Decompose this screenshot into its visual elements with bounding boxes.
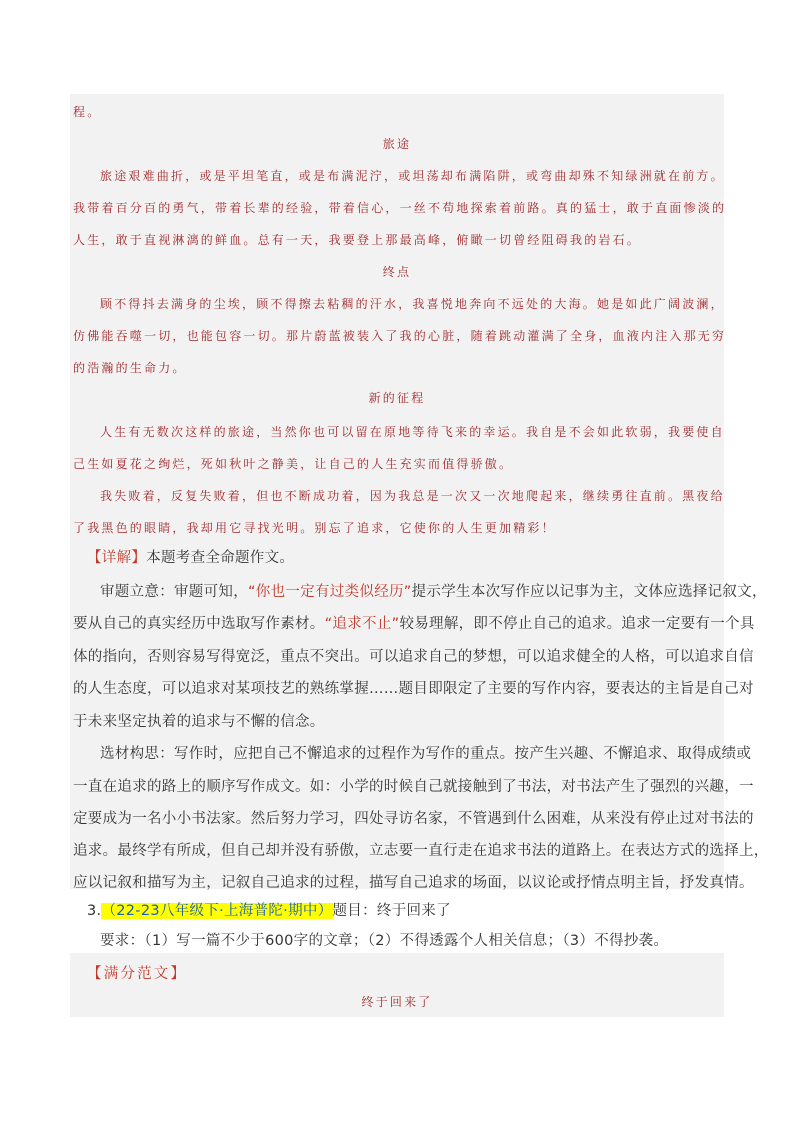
analysis-line: 体的指向，否则容易写得宽泛，重点不突出。可以追求自己的梦想，可以追求健全的人格，可以追求自信 [73,649,754,665]
analysis-line: 应以记叙和描写为主，记叙自己追求的过程，描写自己追求的场面，以议论或抒情点明主旨，抒发真情。 [73,875,754,891]
detail-label: 【详解】 [87,550,147,566]
analysis-line: 选材构思：写作时，应把自己不懈追求的过程作为写作的重点。按产生兴趣、不懈追求、取得成绩或 [100,746,752,762]
analysis-line: 于未来坚定执着的追求与不懈的信念。 [73,714,325,730]
essay-line: 的浩瀚的生命力。 [73,361,187,375]
essay-line: 我带着百分百的勇气，带着长辈的经验，带着信心，一丝不苟地探索着前路。真的猛士，敢于直面惨淡的 [73,201,727,215]
question-number: 3. [87,903,102,919]
section-title-new-journey: 新的征程 [368,391,426,405]
question-title: 题目：终于回来了 [332,903,451,919]
section-title-journey: 旅途 [382,137,412,151]
analysis-text: 较易理解，即不停止自己的追求。追求一定要有一个具 [399,616,755,632]
analysis-line: 定要成为一名小小书法家。然后努力学习，四处寻访名家，不管遇到什么困难，从来没有停止过对书法的 [73,811,754,827]
essay-line: 了我黑色的眼睛，我却用它寻找光明。别忘了追求，它使你的人生更加精彩！ [73,521,556,535]
essay-line: 人生有无数次这样的旅途，当然你也可以留在原地等待飞来的幸运。我自是不会如此软弱，我要使自 [100,425,725,439]
quoted-prompt: “你也一定有过类似经历” [248,584,412,600]
detail-line [87,546,294,567]
detail-text: 本题考查全命题作文。 [146,550,295,566]
essay-line: 旅途艰难曲折，或是平坦笔直，或是布满泥泞，或坦荡却布满陷阱，或弯曲却殊不知绿洲就在前方。 [100,169,725,183]
essay-line: 己生如夏花之绚烂，死如秋叶之静美，让自己的人生充实而值得骄傲。 [73,457,514,471]
analysis-line: 一直在追求的路上的顺序写作成文。如：小学的时候自己就接触到了书法，对书法产生了强烈的兴趣，一 [73,779,754,795]
essay-line: 我失败着，反复失败着，但也不断成功着，因为我总是一次又一次地爬起来，继续勇往直前。黑夜给 [100,489,725,503]
essay-line: 人生，敢于直视淋漓的鲜血。总有一天，我要登上那最高峰，俯瞰一切曾经阻碍我的岩石。 [73,233,642,247]
model-essay-title: 终于回来了 [361,995,433,1009]
question-source: （22-23八年级下·上海普陀·期中） [101,903,333,919]
analysis-line [100,580,767,601]
analysis-text: 要从自己的真实经历中选取写作素材。 [73,616,325,632]
analysis-text: 审题立意：审题可知， [100,584,248,600]
analysis-line: 的人生态度，可以追求对某项技艺的熟练掌握……题目即限定了主要的写作内容，要表达的主旨是自己对 [73,681,754,697]
essay-continuation: 程。 [73,105,102,119]
analysis-text: 提示学生本次写作应以记事为主，文体应选择记叙文， [411,584,767,600]
question-requirements: 要求：（1）写一篇不少于600字的文章；（2）不得透露个人相关信息；（3）不得抄袭。 [100,933,669,949]
section-title-destination: 终点 [382,265,412,279]
quoted-prompt: “追求不止” [324,616,400,632]
analysis-line [73,612,755,633]
question-3-header [87,899,451,920]
essay-line: 顾不得抖去满身的尘埃，顾不得擦去粘稠的汗水，我喜悦地奔向不远处的大海。她是如此广阔波澜， [100,297,725,311]
essay-line: 仿佛能吞噬一切，也能包容一切。那片蔚蓝被装入了我的心脏，随着跳动灌满了全身，血液内注入那无穷 [73,329,727,343]
model-essay-label: 【满分范文】 [87,966,188,982]
analysis-line: 追求。最终学有所成，但自己却并没有骄傲，立志要一直行走在追求书法的道路上。在表达方式的选择上， [73,843,769,859]
